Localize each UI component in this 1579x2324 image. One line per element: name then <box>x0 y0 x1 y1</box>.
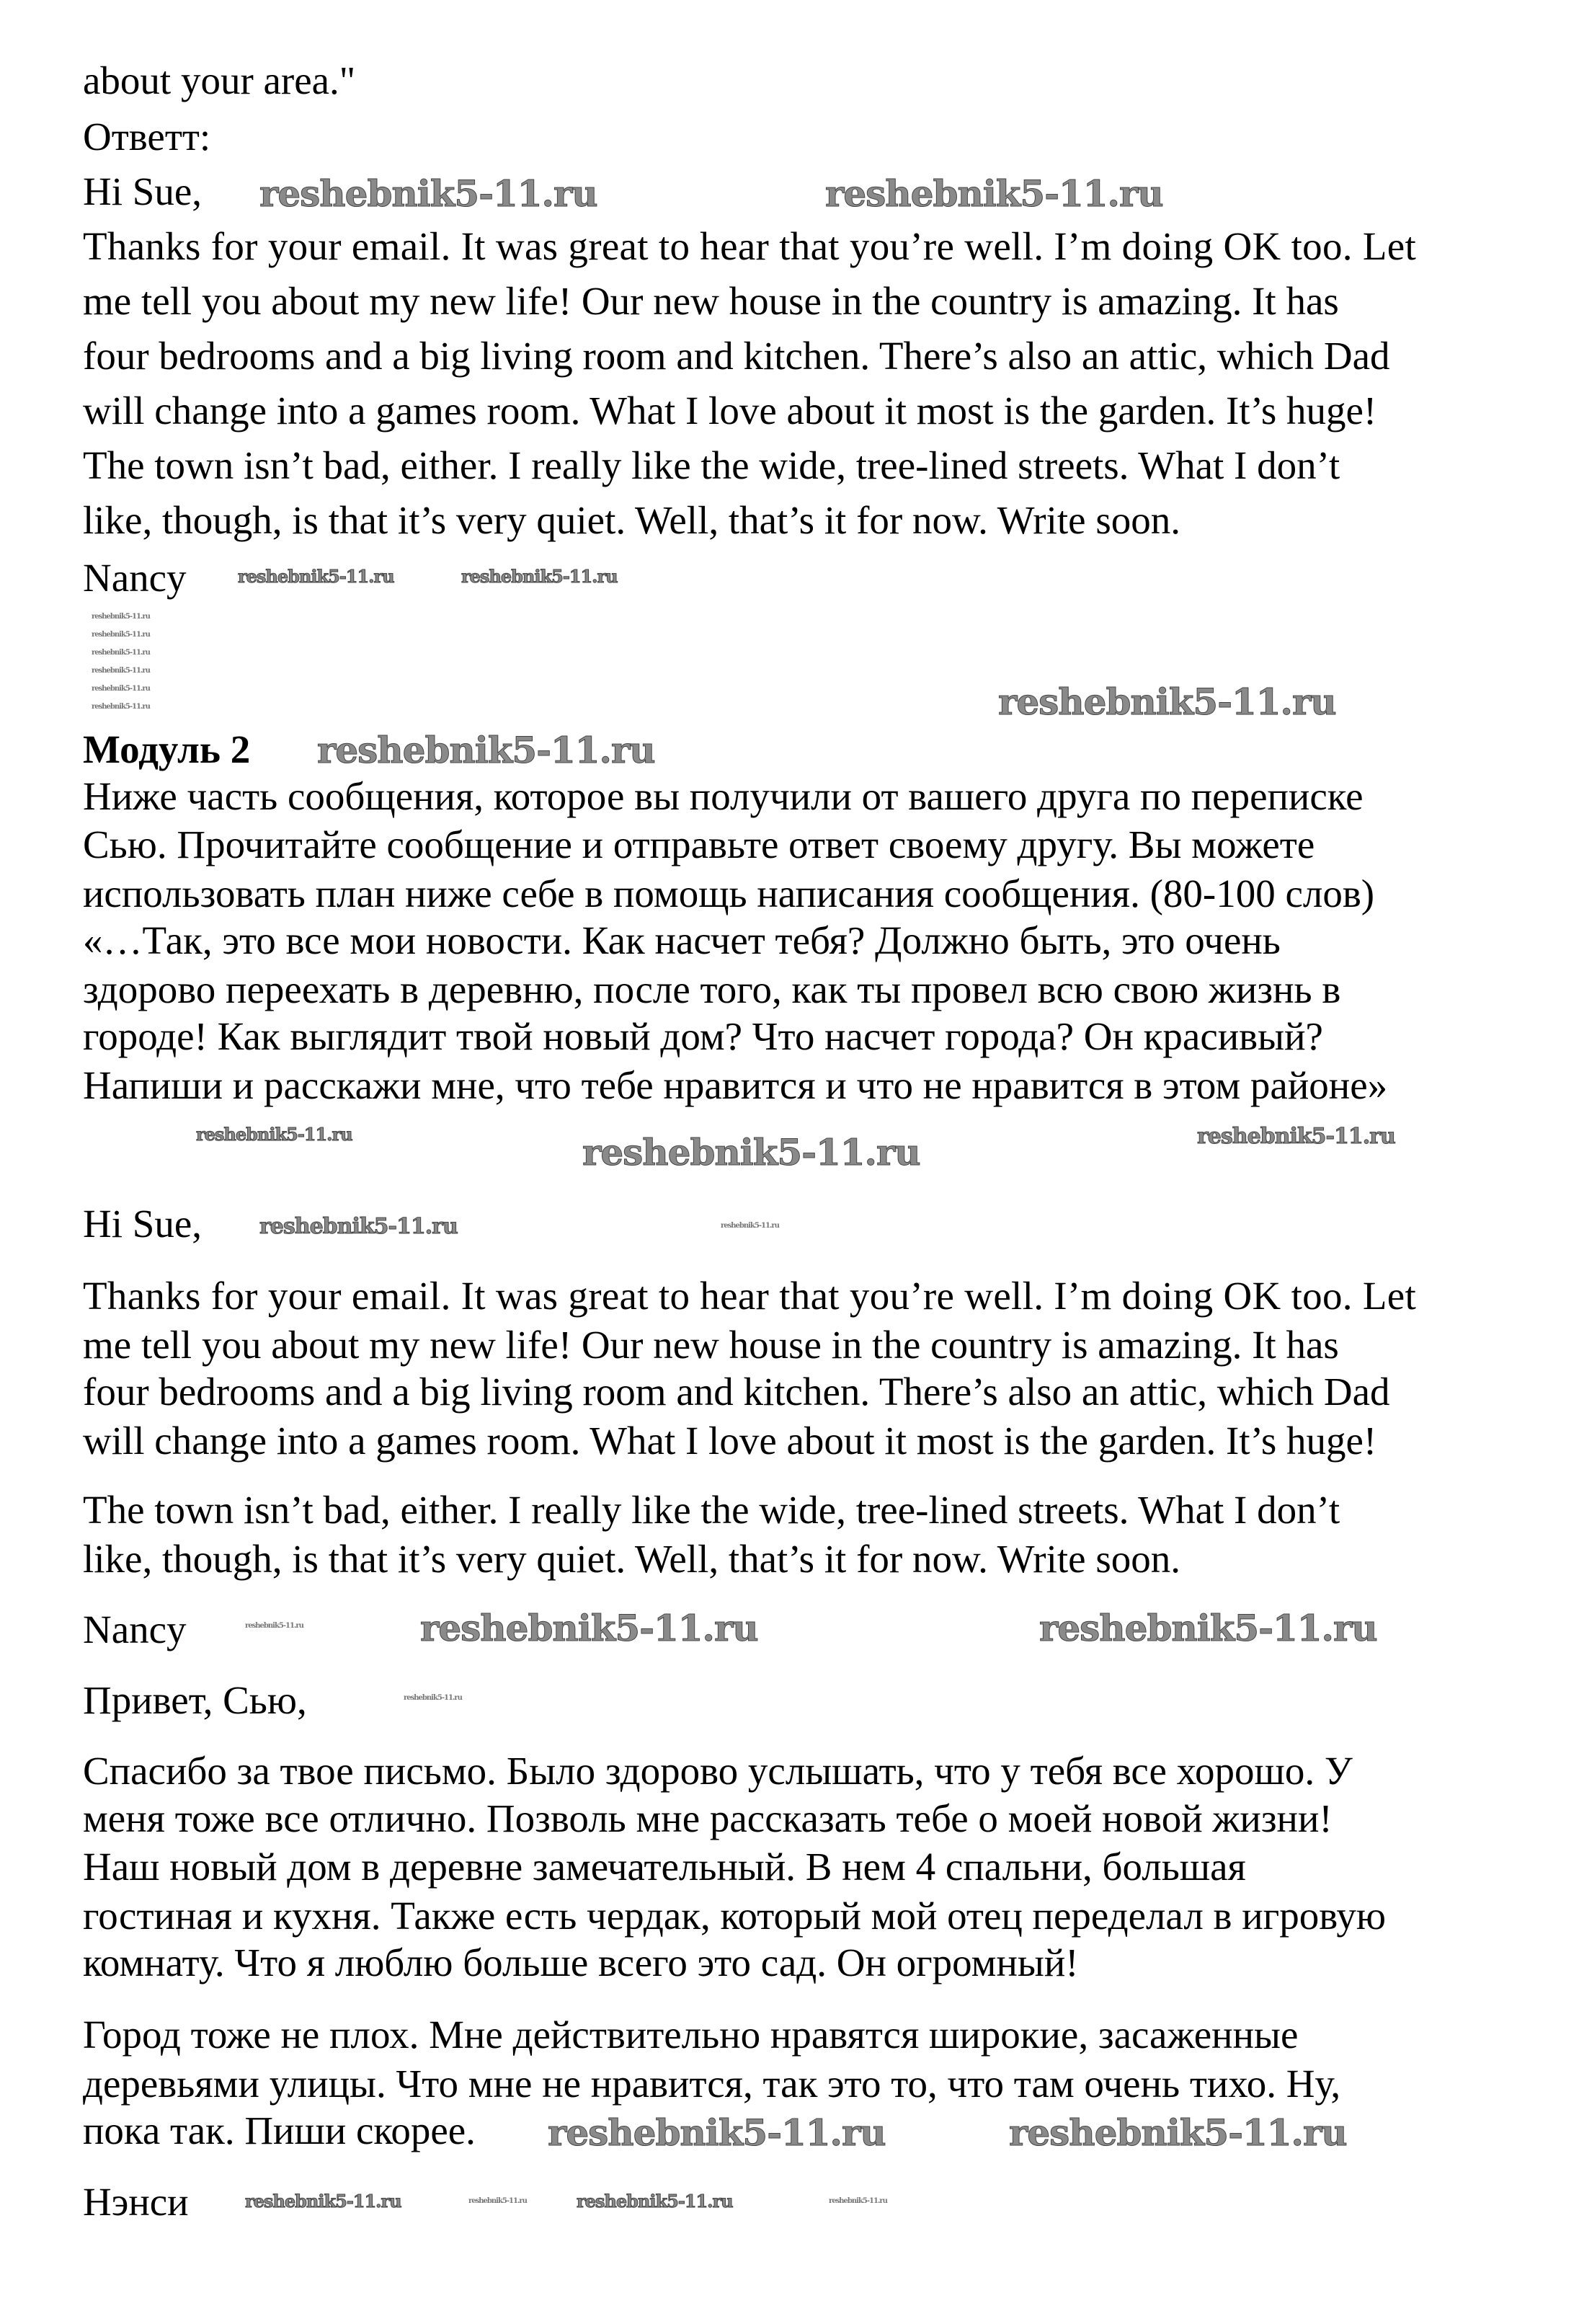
answer-label: Ответт: <box>83 115 211 159</box>
watermark: reshebnik5-11.ru <box>577 2191 733 2212</box>
letter-line: four bedrooms and a big living room and kitchen. There’s also an attic, which Dad <box>83 334 1390 378</box>
watermark: reshebnik5-11.ru <box>548 2111 886 2154</box>
watermark: reshebnik5-11.ru <box>196 1124 352 1145</box>
watermark: reshebnik5-11.ru <box>259 172 597 215</box>
watermark: reshebnik5-11.ru <box>825 172 1163 215</box>
ru-letter-line: Город тоже не плох. Мне действительно нравятся широкие, засаженные <box>83 2013 1299 2057</box>
ru-letter-line: Наш новый дом в деревне замечательный. В нем 4 спальни, большая <box>83 1845 1246 1889</box>
ru-letter-line: деревьями улицы. Что мне не нравится, так это то, что там очень тихо. Ну, <box>83 2062 1341 2106</box>
letter-line: me tell you about my new life! Our new house in the country is amazing. It has <box>83 1323 1339 1367</box>
watermark: reshebnik5-11.ru <box>245 1622 303 1630</box>
watermark: reshebnik5-11.ru <box>582 1131 920 1174</box>
watermark: reshebnik5-11.ru <box>245 2191 401 2212</box>
signature: Nancy <box>83 1607 187 1651</box>
watermark: reshebnik5-11.ru <box>1039 1607 1377 1649</box>
letter-line: like, though, is that it’s very quiet. Well, that’s it for now. Write soon. <box>83 498 1181 542</box>
ru-greeting: Привет, Сью, <box>83 1678 307 1722</box>
watermark: reshebnik5-11.ru <box>404 1694 462 1702</box>
letter-line: like, though, is that it’s very quiet. Well, that’s it for now. Write soon. <box>83 1537 1181 1581</box>
letter-line: The town isn’t bad, either. I really like the wide, tree-lined streets. What I don’t <box>83 1488 1340 1532</box>
ru-letter-line: меня тоже все отлично. Позволь мне рассказать тебе о моей новой жизни! <box>83 1796 1333 1840</box>
intro-tail: about your area." <box>83 58 356 102</box>
task-line: городе! Как выглядит твой новый дом? Что насчет города? Он красивый? <box>83 1014 1323 1058</box>
watermark: reshebnik5-11.ru <box>259 1214 458 1239</box>
watermark: reshebnik5-11.ru <box>92 667 150 675</box>
watermark: reshebnik5-11.ru <box>92 631 150 639</box>
signature: Nancy <box>83 556 187 600</box>
watermark: reshebnik5-11.ru <box>92 613 150 621</box>
watermark: reshebnik5-11.ru <box>1009 2111 1347 2154</box>
letter-line: Thanks for your email. It was great to hear that you’re well. I’m doing OK too. Let <box>83 1274 1417 1318</box>
letter-line: Thanks for your email. It was great to hear that you’re well. I’m doing OK too. Let <box>83 224 1417 268</box>
task-line: Сью. Прочитайте сообщение и отправьте ответ своему другу. Вы можете <box>83 822 1315 866</box>
ru-letter-line: пока так. Пиши скорее. <box>83 2108 476 2152</box>
ru-signature: Нэнси <box>83 2180 189 2224</box>
watermark: reshebnik5-11.ru <box>461 566 618 587</box>
watermark: reshebnik5-11.ru <box>92 649 150 657</box>
ru-letter-line: комнату. Что я люблю больше всего это сад. Он огромный! <box>83 1941 1079 1984</box>
task-line: здорово переехать в деревню, после того, как ты провел всю свою жизнь в <box>83 967 1341 1011</box>
letter-line: me tell you about my new life! Our new house in the country is amazing. It has <box>83 279 1339 323</box>
watermark: reshebnik5-11.ru <box>829 2197 887 2205</box>
watermark: reshebnik5-11.ru <box>721 1222 779 1230</box>
watermark: reshebnik5-11.ru <box>92 703 150 711</box>
letter-line: will change into a games room. What I love about it most is the garden. It’s huge! <box>83 389 1377 433</box>
letter-line: The town isn’t bad, either. I really like the wide, tree-lined streets. What I don’t <box>83 443 1340 487</box>
module-heading: Модуль 2 <box>83 727 251 771</box>
watermark: reshebnik5-11.ru <box>468 2197 527 2205</box>
task-line: использовать план ниже себе в помощь написания сообщения. (80-100 слов) <box>83 872 1375 915</box>
letter-line: will change into a games room. What I love about it most is the garden. It’s huge! <box>83 1419 1377 1463</box>
watermark: reshebnik5-11.ru <box>92 685 150 693</box>
task-line: Напиши и расскажи мне, что тебе нравится и что не нравится в этом районе» <box>83 1063 1388 1107</box>
task-line: Ниже часть сообщения, которое вы получили от вашего друга по переписке <box>83 774 1364 818</box>
ru-letter-line: гостиная и кухня. Также есть чердак, который мой отец переделал в игровую <box>83 1894 1386 1938</box>
watermark: reshebnik5-11.ru <box>420 1607 758 1649</box>
letter-line: four bedrooms and a big living room and kitchen. There’s also an attic, which Dad <box>83 1370 1390 1414</box>
watermark: reshebnik5-11.ru <box>317 729 655 771</box>
ru-letter-line: Спасибо за твое письмо. Было здорово услышать, что у тебя все хорошо. У <box>83 1749 1353 1793</box>
watermark: reshebnik5-11.ru <box>238 566 394 587</box>
watermark: reshebnik5-11.ru <box>1197 1124 1395 1149</box>
task-line: «…Так, это все мои новости. Как насчет тебя? Должно быть, это очень <box>83 918 1281 962</box>
greeting: Hi Sue, <box>83 1202 202 1246</box>
watermark: reshebnik5-11.ru <box>998 680 1336 723</box>
greeting: Hi Sue, <box>83 169 202 213</box>
